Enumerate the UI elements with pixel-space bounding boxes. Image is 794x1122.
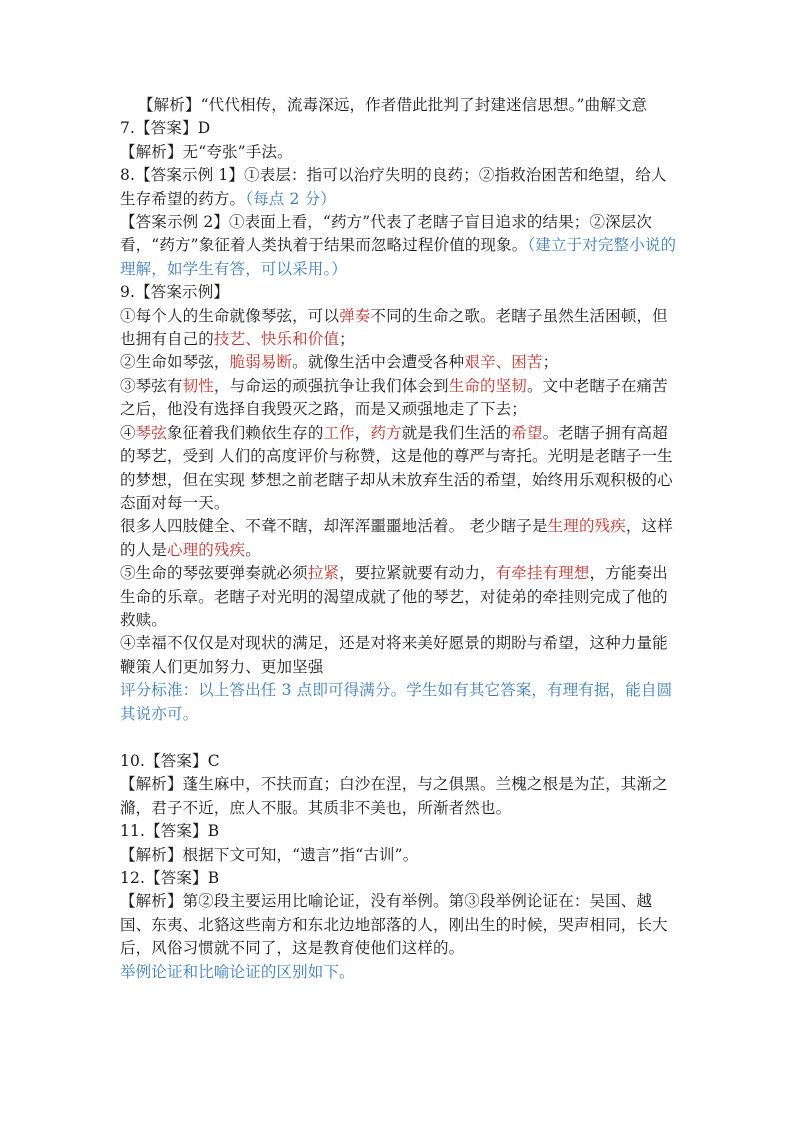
highlight: 技艺、快乐和价值 <box>213 330 340 349</box>
text-run: 很多人四肢健全、不聋不瞎，却浑浑噩噩地活着。 老少瞎子是 <box>120 517 548 536</box>
q8-example-1-note: （每点 2 分） <box>245 189 336 208</box>
q11-analysis: 【解析】根据下文可知，“遗言”指“古训”。 <box>120 845 419 864</box>
spacer <box>120 726 680 750</box>
q9-point-5 <box>120 515 680 562</box>
q7-analysis: 【解析】无“夸张”手法。 <box>120 142 293 161</box>
highlight: 药方 <box>370 423 402 442</box>
highlight: 艰辛、困苦 <box>464 353 543 372</box>
highlight: 心理的残疾 <box>166 540 246 559</box>
text-run: ，这样的人是 <box>120 517 673 559</box>
q7-answer: 7.【答案】D <box>120 119 211 138</box>
q10-analysis: 【解析】蓬生麻中，不扶而直；白沙在涅，与之俱黑。兰槐之根是为芷，其渐之滫，君子不近，庶人不服。其质非不美也，所渐者然也。 <box>120 775 668 817</box>
intro-analysis: 【解析】“代代相传，流毒深远，作者借此批判了封建迷信思想。”曲解文意 <box>138 96 648 114</box>
q12-analysis: 【解析】第②段主要运用比喻论证，没有举例。第③段举例论证在：吴国、越国、东夷、北貉这些南方和东北边地部落的人，刚出生的时候，哭声相同，长大后，风俗习惯就不同了，这是教育使他们这样的。 <box>120 892 668 958</box>
q9-point-4 <box>120 422 680 516</box>
q9-heading: 9.【答案示例】 <box>120 283 229 302</box>
text-run: 。 <box>245 540 261 559</box>
text-run: ，方能奏出生命的乐章。老瞎子对光明的渴望成就了他的琴艺，对徒弟的牵挂则完成了他的救赎。 <box>120 564 668 629</box>
text-run: ②生命如琴弦， <box>120 353 230 372</box>
q8-example-2-text: 【答案示例 2】①表面上看，“药方”代表了老瞎子盲目追求的结果；②深层次看，“药方”象征着人类执着于结果而忽略过程价值的现象。 <box>120 213 653 255</box>
text-run: 就是我们生活的 <box>401 423 512 442</box>
text-run: ； <box>339 330 355 349</box>
highlight: 韧性 <box>182 376 214 395</box>
highlight: 希望 <box>511 423 543 442</box>
answer-document <box>120 94 680 984</box>
q8-example-2-note: （建立于对完整小说的理解，如学生有答，可以采用。） <box>120 236 677 278</box>
text-run: 。文中老瞎子在痛苦 之后，他没有选择自我毁灭之路，而是又顽强地走了下去； <box>120 376 668 419</box>
text-run: ； <box>542 353 559 372</box>
text-run: ， <box>354 423 371 442</box>
q12-note: 举例论证和比喻论证的区别如下。 <box>120 962 355 981</box>
q9-point-3 <box>120 375 680 422</box>
q8-example-2 <box>120 211 680 281</box>
text-run: 。就像生活中会遭受各种 <box>292 353 465 372</box>
q8-example-1 <box>120 164 680 211</box>
highlight: 生命的坚韧 <box>448 376 527 395</box>
q9-point-7: ④幸福不仅仅是对现状的满足，还是对将来美好愿景的期盼与希望，这种力量能鞭策人们更加努力、更加坚强 <box>120 634 668 676</box>
q10-answer: 10.【答案】C <box>120 751 220 770</box>
q9-scoring-standard: 评分标准：以上答出任 3 点即可得满分。学生如有其它答案，有理有据，能自圆其说亦可。 <box>120 681 673 723</box>
q12-answer: 12.【答案】B <box>120 869 220 887</box>
highlight: 工作 <box>323 423 355 442</box>
text-run: ③琴弦有 <box>120 376 183 395</box>
text-run: ，要拉紧就要有动力， <box>339 564 496 583</box>
highlight: 有牵挂有理想 <box>495 564 590 583</box>
text-run: 。老瞎子拥有高超的琴艺，受到 人们的高度评价与称赞，这是他的尊严与寄托。光明是老瞎子一生的梦想，但在实现 梦想之前老瞎子却从未放弃生活的希望，始终用乐观积极的心 态面对每一天。 <box>120 423 673 512</box>
highlight: 弹奏 <box>339 306 371 325</box>
text-run: ①每个人的生命就像琴弦，可以 <box>120 306 340 325</box>
q9-point-2 <box>120 351 680 374</box>
text-run: ，与命运的顽强抗争让我们体会到 <box>213 376 449 395</box>
highlight: 琴弦 <box>135 423 167 442</box>
highlight: 拉紧 <box>307 564 340 583</box>
text-run: ④ <box>120 423 136 442</box>
q8-example-1-text: 8.【答案示例 1】①表层：指可以治疗失明的良药；②指救治困苦和绝望，给人生存希望的药方。 <box>120 166 667 208</box>
text-run: 不同的生命之歌。老瞎子虽然生活困顿，但也拥有自己的 <box>120 306 668 349</box>
q11-answer: 11.【答案】B <box>120 822 220 841</box>
text-run: 象征着我们赖依生存的 <box>166 423 324 442</box>
highlight: 生理的残疾 <box>547 517 626 536</box>
q9-point-1 <box>120 305 680 352</box>
text-run: ⑤生命的琴弦要弹奏就必须 <box>120 564 308 583</box>
highlight: 脆弱易断 <box>229 353 293 372</box>
q9-point-6 <box>120 562 680 632</box>
